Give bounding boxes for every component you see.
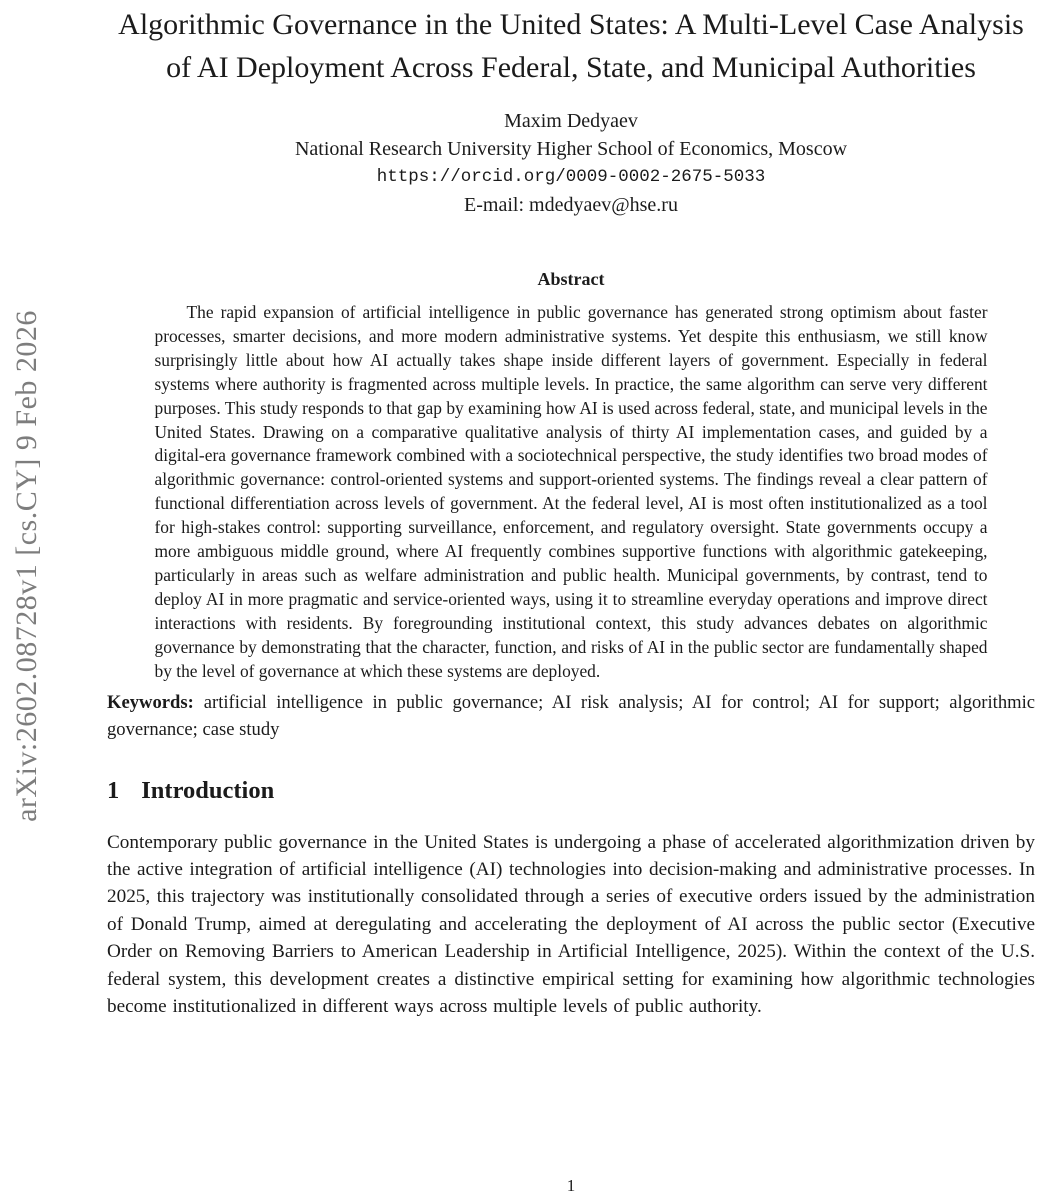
orcid-link[interactable]: https://orcid.org/0009-0002-2675-5033 — [376, 167, 766, 187]
paper-title: Algorithmic Governance in the United States: A Multi-Level Case Analysis of AI Deployment Across Federal, State, and Municipal Authorities — [118, 8, 1024, 84]
section-number: 1 — [107, 776, 120, 804]
arxiv-watermark: arXiv:2602.08728v1 [cs.CY] 9 Feb 2026 — [10, 310, 43, 822]
section-heading-introduction — [107, 777, 1035, 805]
author-block — [107, 107, 1035, 219]
author-email: E-mail: mdedyaev@hse.ru — [464, 194, 678, 216]
author-name: Maxim Dedyaev — [504, 110, 638, 132]
keywords-text: artificial intelligence in public governance; AI risk analysis; AI for control; AI for support; algorithmic governance; case study — [107, 691, 1035, 740]
author-affiliation: National Research University Higher School of Economics, Moscow — [294, 138, 848, 160]
introduction-paragraph: Contemporary public governance in the United States is undergoing a phase of accelerated algorithmization driven by the active integration of artificial intelligence (AI) technologies into decision-making and administrative processes. In 2025, this trajectory was institutionally consolidated through a series of executive orders issued by the administration of Donald Trump, aimed at deregulating and accelerating the deployment of AI across the public sector (Executive Order on Removing Barriers to American Leadership in Artificial Intelligence, 2025). Within the context of the U.S. federal system, this development creates a distinctive empirical setting for examining how algorithmic technologies become institutionalized in different ways across multiple levels of public authority. — [107, 831, 1035, 1017]
section-title: Introduction — [141, 776, 275, 804]
abstract-text: The rapid expansion of artificial intelligence in public governance has generated strong optimism about faster processes, smarter decisions, and more modern administrative systems. Yet despite this enthusiasm, we still know surprisingly little about how AI actually takes shape inside different layers of government. Especially in federal systems where authority is fragmented across multiple levels. In practice, the same algorithm can serve very different purposes. This study responds to that gap by examining how AI is used across federal, state, and municipal levels in the United States. Drawing on a comparative qualitative analysis of thirty AI implementation cases, and guided by a digital-era governance framework combined with a sociotechnical perspective, the study identifies two broad modes of algorithmic governance: control-oriented systems and support-oriented systems. The findings reveal a clear pattern of functional differentiation across levels of government. At the federal level, AI is most often institutionalized as a tool for high-stakes control: supporting surveillance, enforcement, and regulatory oversight. State governments occupy a more ambiguous middle ground, where AI frequently combines supportive functions with algorithmic gatekeeping, particularly in areas such as welfare administration and public health. Municipal governments, by contrast, tend to deploy AI in more pragmatic and service-oriented ways, using it to streamline everyday operations and improve direct interactions with residents. By foregrounding institutional context, this study advances debates on algorithmic governance by demonstrating that the character, function, and risks of AI in the public sector are fundamentally shaped by the level of governance at which these systems are deployed. — [154, 302, 988, 681]
paper-content — [107, 0, 1035, 1020]
keywords-label: Keywords: — [107, 691, 194, 713]
abstract-heading: Abstract — [537, 269, 605, 289]
keywords-paragraph — [107, 689, 1035, 744]
page-number: 1 — [566, 1176, 576, 1195]
